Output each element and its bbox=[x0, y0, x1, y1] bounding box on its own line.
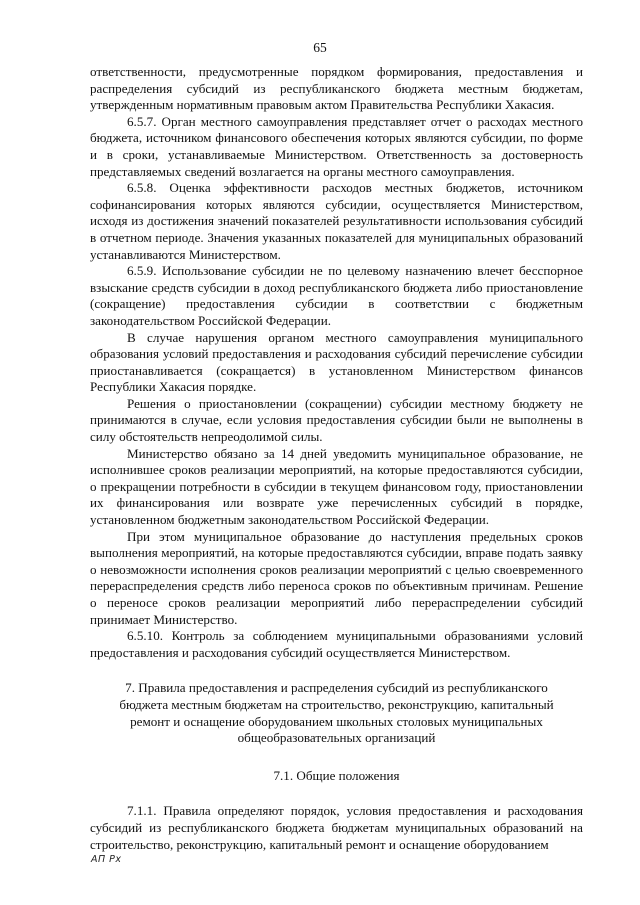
paragraph-deadline-transfer: При этом муниципальное образование до наступления предельных сроков выполнения мероприятий, на которые предоставляются субсидии, вправе подать заявку о невозможности исполнения сроков реализации мероприятий с целью своевременного перераспределения средств либо переноса сроков по объективным причинам. Решение о переносе сроков реализации мероприятий либо перераспределении субсидий принимает Министерство. bbox=[90, 528, 583, 627]
paragraph-force-majeure: Решения о приостановлении (сокращении) субсидии местному бюджету не принимаются в случае, если условия предоставления субсидии были не выполнены в силу обстоятельств непреодолимой силы. bbox=[90, 395, 583, 445]
paragraph-6-5-10: 6.5.10. Контроль за соблюдением муниципальными образованиями условий предоставления и расходования субсидий осуществляется Министерством. bbox=[90, 628, 583, 660]
page-number: 65 bbox=[313, 40, 327, 55]
section-7-title: 7. Правила предоставления и распределения субсидий из республиканского бюджета местным бюджетам на строительство, реконструкцию, капитальный ремонт и оснащение оборудованием школьных столовых муниципальных общеобразовательных организаций bbox=[119, 680, 554, 746]
paragraph-6-5-9: 6.5.9. Использование субсидии не по целевому назначению влечет бесспорное взыскание средств субсидии в доход республиканского бюджета либо приостановление (сокращение) предоставления субсидии в соответствии с бюджетным законодательством Российской Федерации. bbox=[90, 263, 583, 328]
paragraph-ministry-notice: Министерство обязано за 14 дней уведомить муниципальное образование, не исполнившее сроков реализации мероприятий, на которые предоставляются субсидии, о прекращении потребности в субсидии в текущем финансовом году, приостановлении их финансирования или возврате уже перечисленных субсидий в порядке, установленном бюджетным законодательством Российской Федерации. bbox=[90, 445, 583, 528]
paragraph-7-1-1: 7.1.1. Правила определяют порядок, условия предоставления и расходования субсидий из республиканского бюджета бюджетам муниципальных образований на строительство, реконструкцию, капитальный ремонт и оснащение оборудованием bbox=[90, 803, 583, 852]
paragraph-6-5-8: 6.5.8. Оценка эффективности расходов местных бюджетов, источником софинансирования которых являются субсидии, осуществляется Министерством, исходя из достижения значений показателей результативности использования субсидий в отчетном периоде. Значения указанных показателей для муниципальных образований устанавливаются Министерством. bbox=[90, 180, 583, 262]
section-7-1-title: 7.1. Общие положения bbox=[273, 767, 400, 783]
paragraph-6-5-7: 6.5.7. Орган местного самоуправления представляет отчет о расходах местного бюджета, источником финансового обеспечения которых являются субсидии, по форме и в сроки, устанавливаемые Министерством. Ответственность за достоверность представляемых сведений возлагается на органы местного самоуправления. bbox=[90, 113, 583, 179]
paragraph-violation: В случае нарушения органом местного самоуправления муниципального образования условий предоставления и расходования субсидий перечисление субсидии приостанавливается (сокращается) в установленном Министерством финансов Республики Хакасия порядке. bbox=[90, 329, 583, 395]
document-body bbox=[90, 64, 583, 853]
footer-mark: АП Рх bbox=[91, 854, 122, 865]
paragraph-responsibility: ответственности, предусмотренные порядком формирования, предоставления и распределения субсидий из республиканского бюджета местным бюджетам, утвержденным нормативным правовым актом Правительства Республики Хакасия. bbox=[90, 64, 583, 113]
